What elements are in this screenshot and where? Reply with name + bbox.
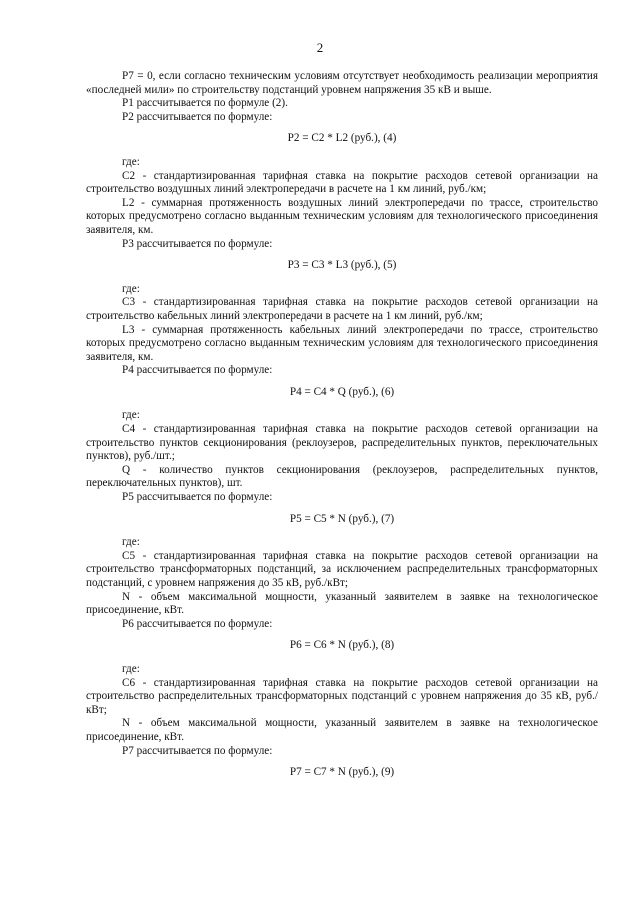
where-label: где: [122,536,140,549]
page-number: 2 [316,40,324,55]
paragraph: С3 - стандартизированная тарифная ставка на покрытие расходов сетевой организации на строительство кабельных линий электропередачи в расчете на 1 км линий, руб./км; [86,296,598,322]
where-label: где: [122,662,140,675]
paragraph: L3 - суммарная протяженность кабельных линий электропередачи по трассе, строительство которых предусмотрено согласно выданным техническим условиям для технологического присоединения заявителя, км. [86,323,598,363]
formula: Р3 = С3 * L3 (руб.), (5) [287,259,397,272]
formula: Р7 = С7 * N (руб.), (9) [289,766,395,779]
paragraph: Р5 рассчитывается по формуле: [122,491,273,504]
paragraph: N - объем максимальной мощности, указанный заявителем в заявке на технологическое присоединение, кВт. [86,590,598,617]
paragraph: Р1 рассчитывается по формуле (2). [122,97,288,110]
paragraph: Р3 рассчитывается по формуле: [122,237,273,250]
formula: Р5 = С5 * N (руб.), (7) [289,512,395,525]
paragraph: С5 - стандартизированная тарифная ставка на покрытие расходов сетевой организации на строительство трансформаторных подстанций, за исключением распределительных трансформаторных подстанций, с уровнем напряжения до 35 кВ, руб./кВт; [86,549,598,589]
paragraph: С2 - стандартизированная тарифная ставка на покрытие расходов сетевой организации на строительство воздушных линий электропередачи в расчете на 1 км линий, руб./км; [86,169,598,196]
formula: Р6 = С6 * N (руб.), (8) [289,639,395,652]
formula: Р2 = С2 * L2 (руб.), (4) [287,132,397,145]
where-label: где: [122,282,140,295]
where-label: где: [122,409,140,422]
paragraph: Р7 рассчитывается по формуле: [122,744,273,757]
formula: Р4 = С4 * Q (руб.), (6) [289,385,395,398]
paragraph: Q - количество пунктов секционирования (реклоузеров, распределительных пунктов, переключательных пунктов), шт. [86,463,598,490]
paragraph: Р4 рассчитывается по формуле: [122,364,273,377]
document-body [86,70,598,790]
paragraph: Р7 = 0, если согласно техническим условиям отсутствует необходимость реализации мероприятия «последней мили» по строительству подстанций уровнем напряжения 35 кВ и выше. [86,70,598,96]
paragraph: Р6 рассчитывается по формуле: [122,617,273,630]
paragraph: С6 - стандартизированная тарифная ставка на покрытие расходов сетевой организации на строительство распределительных трансформаторных подстанций с уровнем напряжения до 35 кВ, руб./кВт; [86,676,598,716]
paragraph: N - объем максимальной мощности, указанный заявителем в заявке на технологическое присоединение, кВт. [86,717,598,743]
paragraph: С4 - стандартизированная тарифная ставка на покрытие расходов сетевой организации на строительство пунктов секционирования (реклоузеров, распределительных пунктов, переключательных пунктов), руб./шт.; [86,423,598,463]
where-label: где: [122,155,140,168]
paragraph: L2 - суммарная протяженность воздушных линий электропередачи по трассе, строительство которых предусмотрено согласно выданным техническим условиям для технологического присоединения заявителя, км. [86,196,598,236]
paragraph: Р2 рассчитывается по формуле: [122,110,273,123]
